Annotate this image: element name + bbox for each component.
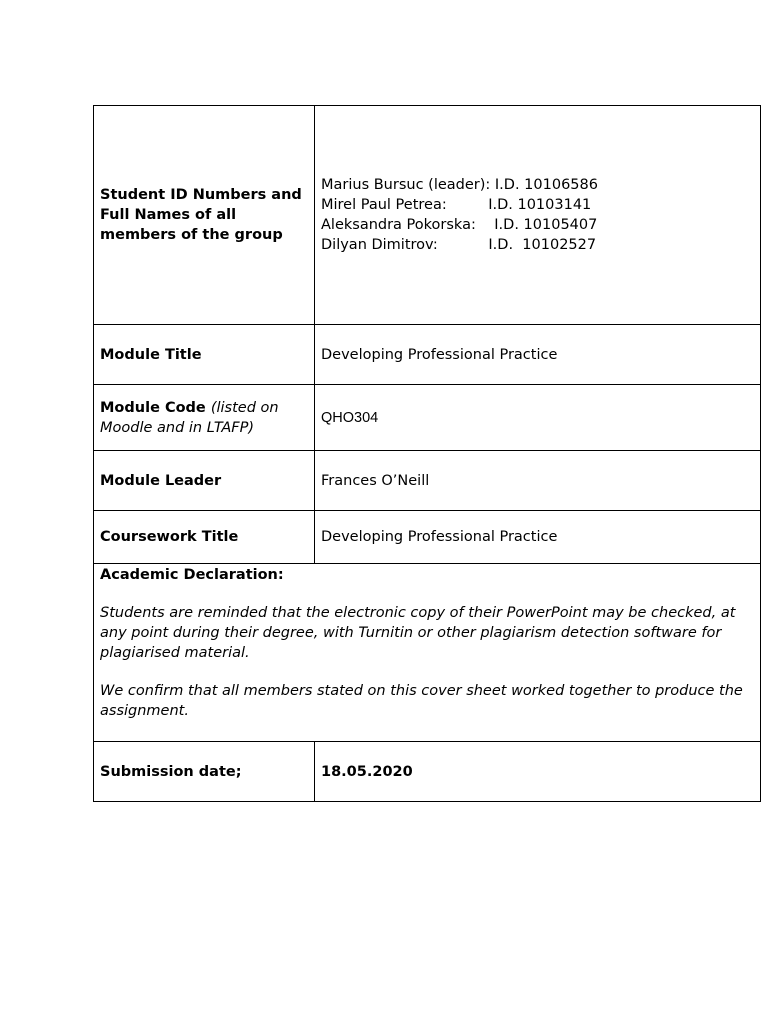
members-label: Student ID Numbers and Full Names of all members of the group	[94, 106, 315, 325]
submission-date-label: Submission date;	[94, 742, 315, 802]
member-line: Marius Bursuc (leader): I.D. 10106586	[321, 177, 598, 193]
member-line: Dilyan Dimitrov: I.D. 10102527	[321, 237, 597, 253]
module-title-label: Module Title	[94, 325, 315, 385]
declaration-heading: Academic Declaration:	[100, 567, 284, 583]
module-title-row	[94, 325, 761, 385]
coursework-title-row	[94, 511, 761, 564]
declaration-row	[94, 564, 761, 742]
module-leader-label: Module Leader	[94, 451, 315, 511]
submission-date-value: 18.05.2020	[315, 742, 761, 802]
declaration-paragraph: Students are reminded that the electronic copy of their PowerPoint may be checked, at any point during their degree, with Turnitin or other plagiarism detection software for plagiarised material.	[100, 605, 736, 661]
academic-declaration	[94, 564, 761, 742]
submission-row	[94, 742, 761, 802]
member-line: Aleksandra Pokorska: I.D. 10105407	[321, 217, 598, 233]
coursework-title-label: Coursework Title	[94, 511, 315, 564]
members-value	[315, 106, 761, 325]
module-code-value: QHO304	[315, 385, 761, 451]
cover-sheet-table	[93, 105, 761, 802]
module-title-value: Developing Professional Practice	[315, 325, 761, 385]
module-leader-row	[94, 451, 761, 511]
module-code-label: Module Code	[100, 399, 206, 416]
module-code-label-cell	[94, 385, 315, 451]
coursework-title-value: Developing Professional Practice	[315, 511, 761, 564]
module-leader-value: Frances O’Neill	[315, 451, 761, 511]
members-row	[94, 106, 761, 325]
module-code-row	[94, 385, 761, 451]
module-code-note: (listed on Moodle and in LTAFP)	[100, 399, 279, 436]
member-line: Mirel Paul Petrea: I.D. 10103141	[321, 197, 592, 213]
declaration-paragraph: We confirm that all members stated on this cover sheet worked together to produce the assignment.	[100, 683, 743, 719]
